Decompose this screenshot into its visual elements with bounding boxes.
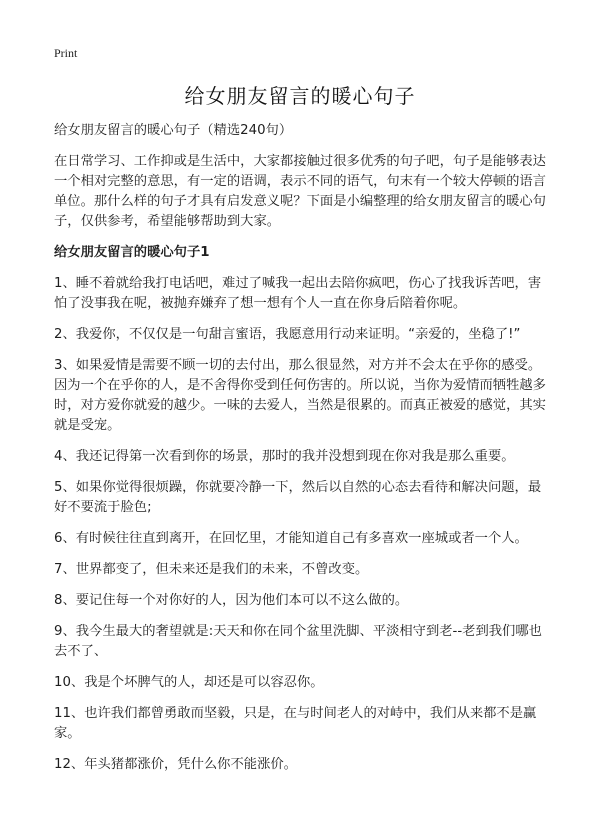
list-item: 1、睡不着就给我打电话吧，难过了喊我一起出去陪你疯吧，伤心了找我诉苦吧，害怕了没事我在呢，被抛弃嫌弃了想一想有个人一直在你身后陪着你呢。 [54, 276, 542, 311]
list-item: 3、如果爱情是需要不顾一切的去付出，那么很显然，对方并不会太在乎你的感受。因为一个在乎你的人，是不舍得你受到任何伤害的。所以说，当你为爱情而牺牲越多时，对方爱你就爱的越少。一味的去爱人，当然是很累的。而真正被爱的感觉，其实就是受宠。 [54, 358, 546, 433]
page-title: 给女朋友留言的暖心句子 [184, 84, 416, 108]
list-item: 11、也许我们都曾勇敢而坚毅，只是，在与时间老人的对峙中，我们从来都不是赢家。 [54, 706, 537, 741]
list-item: 7、世界都变了，但未来还是我们的未来，不曾改变。 [54, 562, 369, 577]
print-label: Print [54, 46, 78, 60]
document-body [54, 121, 554, 786]
list-item: 2、我爱你，不仅仅是一句甜言蜜语，我愿意用行动来证明。“亲爱的，坐稳了!” [54, 327, 521, 342]
list-item: 8、要记住每一个对你好的人，因为他们本可以不这么做的。 [54, 593, 409, 608]
list-item: 6、有时候往往直到离开，在回忆里，才能知道自己有多喜欢一座城或者一个人。 [54, 531, 528, 546]
intro-paragraph: 在日常学习、工作抑或是生活中，大家都接触过很多优秀的句子吧，句子是能够表达一个相对完整的意思，有一定的语调，表示不同的语气，句末有一个较大停顿的语言单位。那什么样的句子才具有启发意义呢？下面是小编整理的给女朋友留言的暖心句子，仅供参考，希望能够帮助到大家。 [54, 154, 546, 229]
list-item: 10、我是个坏脾气的人，却还是可以容忍你。 [54, 675, 324, 690]
list-item: 4、我还记得第一次看到你的场景，那时的我并没想到现在你对我是那么重要。 [54, 449, 515, 464]
section-heading: 给女朋友留言的暖心句子1 [54, 245, 210, 260]
list-item: 5、如果你觉得很烦躁，你就要冷静一下，然后以自然的心态去看待和解决问题，最好不要流于脸色; [54, 480, 542, 515]
document-subtitle: 给女朋友留言的暖心句子（精选240句） [54, 123, 293, 138]
list-item: 12、年头猪都涨价，凭什么你不能涨价。 [54, 757, 297, 772]
list-item: 9、我今生最大的奢望就是:天天和你在同个盆里洗脚、平淡相守到老--老到我们哪也去不了、 [54, 624, 542, 659]
